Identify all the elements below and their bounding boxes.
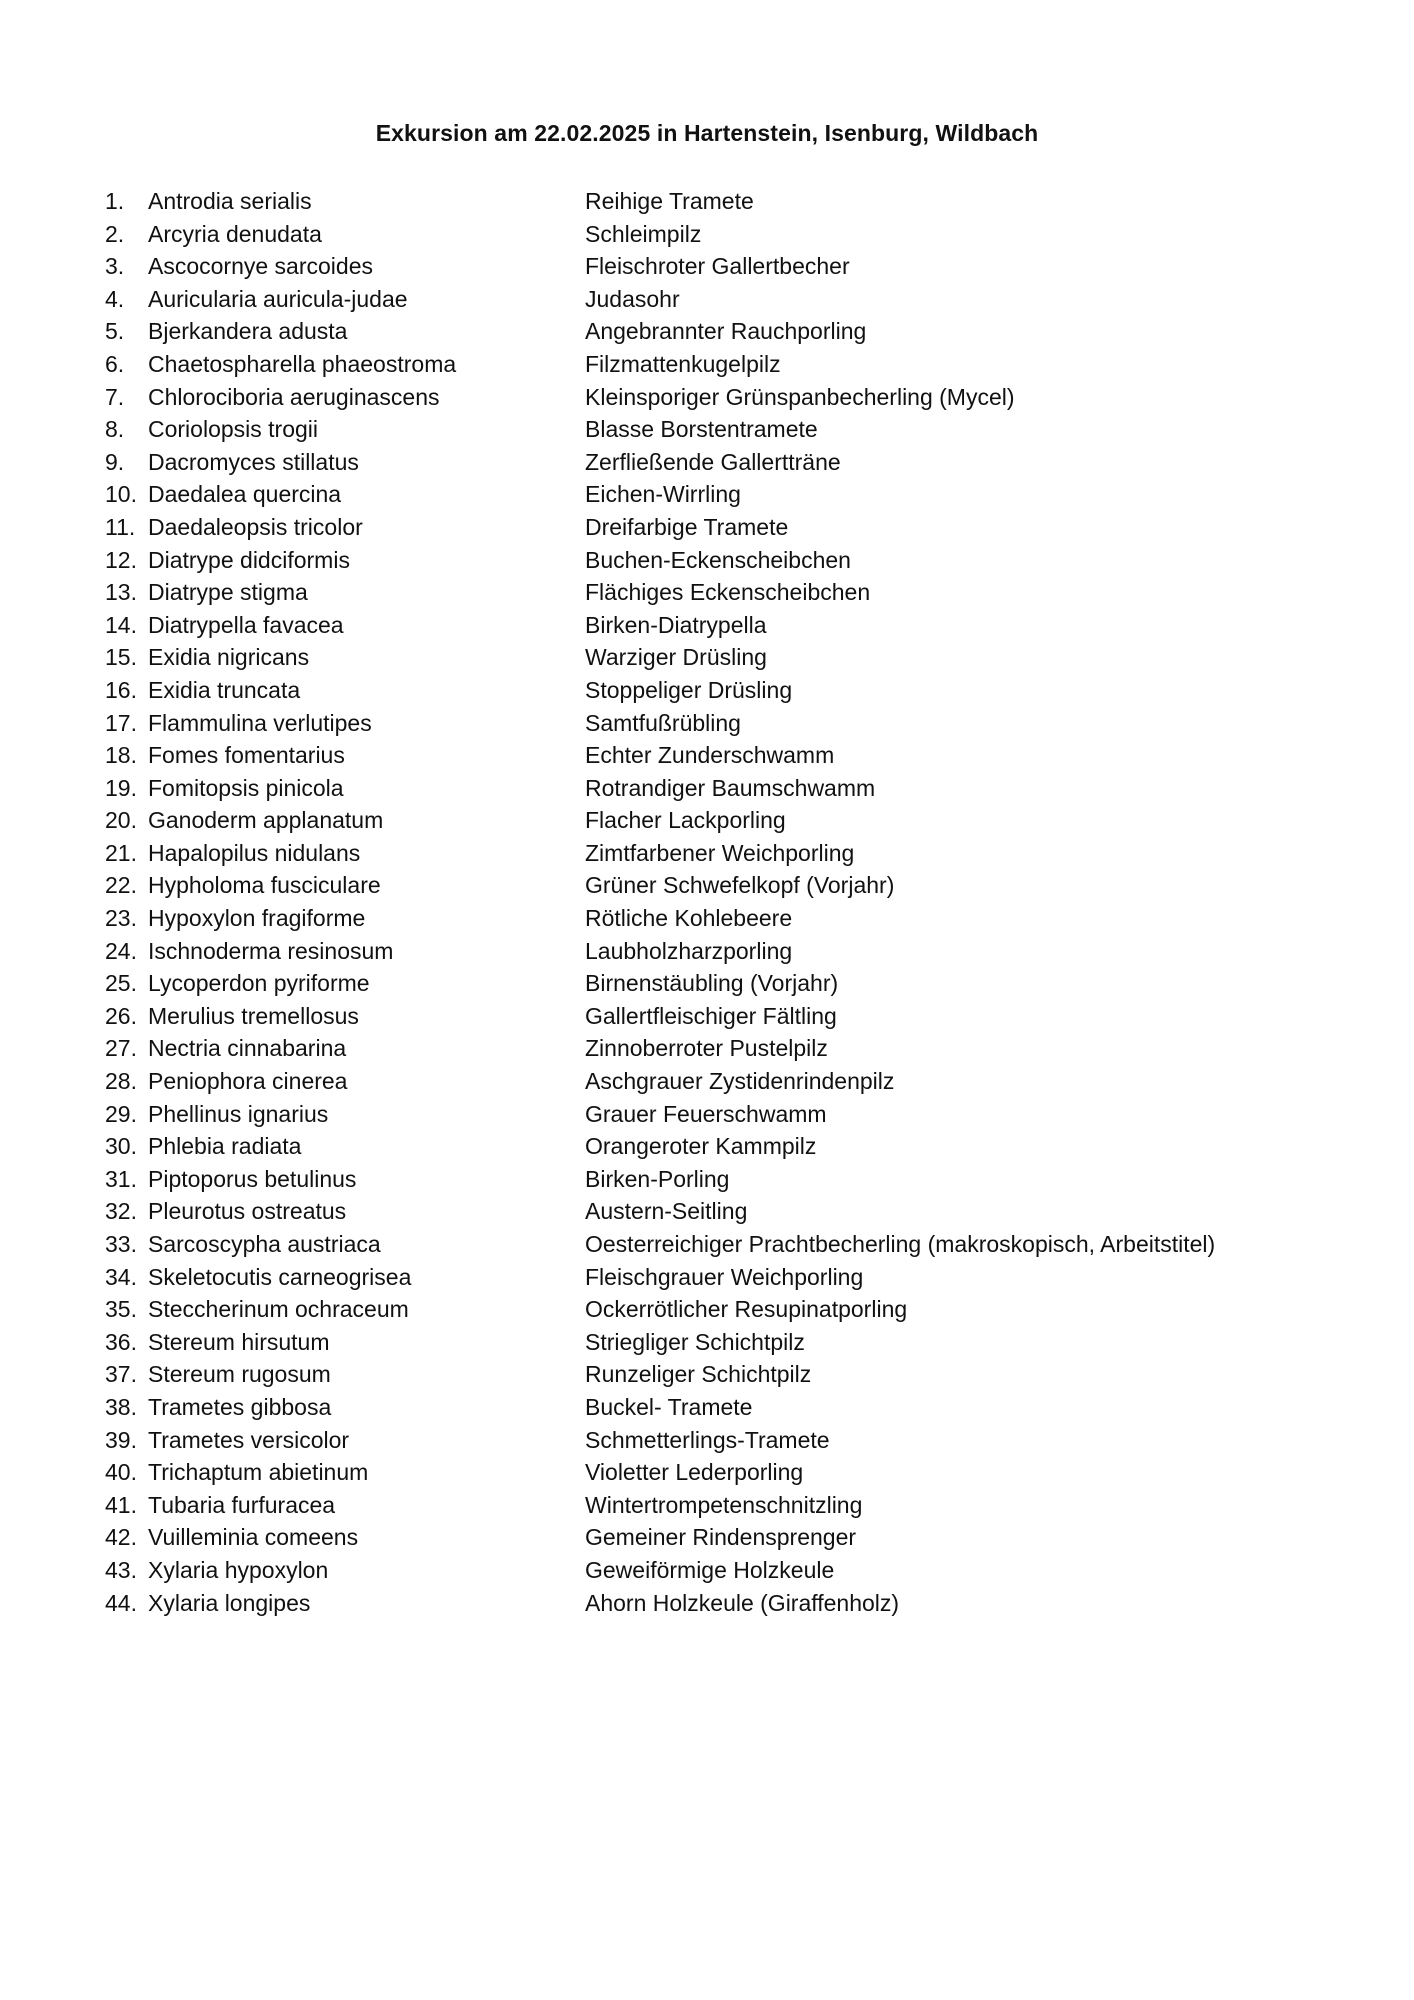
latin-name: Hapalopilus nidulans: [148, 839, 361, 866]
latin-name: Arcyria denudata: [148, 220, 322, 247]
item-number: 10.: [105, 481, 137, 508]
german-name: Angebrannter Rauchporling: [585, 318, 867, 345]
latin-name: Sarcoscypha austriaca: [148, 1231, 381, 1257]
latin-name: Skeletocutis carneogrisea: [148, 1263, 412, 1290]
item-number: 22.: [105, 872, 137, 899]
item-number: 17.: [105, 709, 137, 736]
latin-name: Steccherinum ochraceum: [148, 1296, 409, 1323]
latin-name: Auricularia auricula-judae: [148, 285, 408, 312]
german-name: Birken-Porling: [585, 1165, 730, 1192]
latin-name: Diatrype didciformis: [148, 546, 350, 573]
item-number: 26.: [105, 1002, 137, 1029]
item-number: 34.: [105, 1263, 137, 1290]
latin-name: Pleurotus ostreatus: [148, 1198, 347, 1225]
latin-name: Daedalea quercina: [148, 481, 342, 508]
item-number: 29.: [105, 1100, 137, 1127]
item-number: 38.: [105, 1393, 137, 1420]
german-name: Zerfließende Gallertträne: [585, 448, 841, 475]
german-name: Laubholzharzporling: [585, 937, 793, 964]
latin-name: Exidia truncata: [148, 676, 301, 703]
latin-name: Trametes gibbosa: [148, 1393, 332, 1420]
item-number: 43.: [105, 1556, 137, 1583]
latin-name: Daedaleopsis tricolor: [148, 513, 363, 540]
latin-name: Ascocornye sarcoides: [148, 253, 373, 280]
document-title: Exkursion am 22.02.2025 in Hartenstein, Isenburg, Wildbach: [375, 120, 1039, 146]
item-number: 44.: [105, 1589, 137, 1616]
german-name: Striegliger Schichtpilz: [585, 1328, 805, 1355]
german-name: Flächiges Eckenscheibchen: [585, 579, 871, 606]
item-number: 7.: [105, 383, 125, 410]
latin-name: Stereum rugosum: [148, 1361, 331, 1388]
item-number: 4.: [105, 285, 125, 312]
latin-name: Coriolopsis trogii: [148, 416, 319, 443]
latin-name: Trametes versicolor: [148, 1426, 350, 1453]
item-number: 21.: [105, 839, 137, 866]
german-name: Birken-Diatrypella: [585, 611, 767, 638]
item-number: 16.: [105, 676, 137, 703]
latin-name: Piptoporus betulinus: [148, 1165, 357, 1192]
latin-name: Exidia nigricans: [148, 644, 310, 671]
latin-name: Dacromyces stillatus: [148, 448, 359, 475]
latin-name: Fomitopsis pinicola: [148, 774, 344, 801]
item-number: 42.: [105, 1524, 137, 1551]
german-name: Gemeiner Rindensprenger: [585, 1524, 857, 1551]
item-number: 28.: [105, 1068, 137, 1095]
item-number: 40.: [105, 1459, 137, 1486]
latin-name: Chlorociboria aeruginascens: [148, 383, 440, 410]
latin-name: Stereum hirsutum: [148, 1328, 330, 1355]
item-number: 12.: [105, 546, 137, 573]
german-name: Rotrandiger Baumschwamm: [585, 774, 876, 801]
item-number: 3.: [105, 253, 125, 280]
latin-name: Merulius tremellosus: [148, 1002, 359, 1029]
latin-name: Vuilleminia comeens: [148, 1524, 359, 1551]
item-number: 30.: [105, 1133, 137, 1160]
latin-name: Peniophora cinerea: [148, 1068, 348, 1095]
german-name: Stoppeliger Drüsling: [585, 676, 793, 703]
german-name: Fleischgrauer Weichporling: [585, 1263, 864, 1290]
german-name: Austern-Seitling: [585, 1198, 748, 1225]
item-number: 24.: [105, 937, 137, 964]
latin-name: Diatrypella favacea: [148, 611, 344, 638]
german-name: Violetter Lederporling: [585, 1459, 804, 1486]
german-name: Geweiförmige Holzkeule: [585, 1556, 835, 1583]
german-name: Buchen-Eckenscheibchen: [585, 546, 851, 573]
item-number: 36.: [105, 1328, 137, 1355]
item-number: 32.: [105, 1198, 137, 1225]
german-name: Zinnoberroter Pustelpilz: [585, 1035, 828, 1062]
latin-name: Antrodia serialis: [148, 188, 312, 214]
latin-name: Xylaria hypoxylon: [148, 1556, 329, 1583]
german-name: Grüner Schwefelkopf (Vorjahr): [585, 872, 895, 899]
latin-name: Hypholoma fusciculare: [148, 872, 381, 899]
german-name: Gallertfleischiger Fältling: [585, 1002, 837, 1029]
latin-name: Xylaria longipes: [148, 1589, 311, 1616]
german-name: Warziger Drüsling: [585, 644, 767, 671]
german-name: Grauer Feuerschwamm: [585, 1100, 827, 1127]
item-number: 31.: [105, 1165, 137, 1192]
german-name: Dreifarbige Tramete: [585, 513, 789, 540]
german-name: Filzmattenkugelpilz: [585, 350, 781, 377]
latin-name: Nectria cinnabarina: [148, 1035, 347, 1062]
german-name: Zimtfarbener Weichporling: [585, 839, 855, 866]
german-name: Judasohr: [585, 285, 680, 312]
german-name: Birnenstäubling (Vorjahr): [585, 970, 839, 997]
item-number: 11.: [105, 513, 136, 540]
item-number: 13.: [105, 579, 137, 606]
latin-name: Chaetospharella phaeostroma: [148, 350, 457, 377]
item-number: 35.: [105, 1296, 137, 1323]
latin-name: Flammulina verlutipes: [148, 709, 372, 736]
latin-name: Diatrype stigma: [148, 579, 308, 606]
german-name: Eichen-Wirrling: [585, 481, 741, 508]
german-name: Buckel- Tramete: [585, 1393, 753, 1420]
latin-name: Bjerkandera adusta: [148, 318, 348, 345]
item-number: 6.: [105, 350, 125, 377]
german-name: Rötliche Kohlebeere: [585, 905, 793, 932]
german-name: Echter Zunderschwamm: [585, 742, 835, 769]
german-name: Wintertrompetenschnitzling: [585, 1491, 863, 1518]
item-number: 5.: [105, 318, 125, 345]
latin-name: Phellinus ignarius: [148, 1100, 329, 1127]
item-number: 39.: [105, 1426, 137, 1453]
german-name: Aschgrauer Zystidenrindenpilz: [585, 1068, 895, 1095]
item-number: 2.: [105, 220, 125, 247]
german-name: Ockerrötlicher Resupinatporling: [585, 1296, 908, 1323]
latin-name: Trichaptum abietinum: [148, 1459, 369, 1486]
item-number: 18.: [105, 742, 137, 769]
german-name: Reihige Tramete: [585, 188, 754, 214]
item-number: 27.: [105, 1035, 137, 1062]
latin-name: Ischnoderma resinosum: [148, 937, 394, 964]
german-name: Kleinsporiger Grünspanbecherling (Mycel): [585, 383, 1015, 410]
german-name: Schmetterlings-Tramete: [585, 1426, 830, 1453]
german-name: Samtfußrübling: [585, 709, 741, 736]
latin-name: Fomes fomentarius: [148, 742, 345, 769]
german-name: Runzeliger Schichtpilz: [585, 1361, 812, 1388]
german-name: Fleischroter Gallertbecher: [585, 253, 850, 280]
item-number: 37.: [105, 1361, 137, 1388]
item-number: 19.: [105, 774, 137, 801]
german-name: Schleimpilz: [585, 220, 702, 247]
item-number: 20.: [105, 807, 137, 834]
latin-name: Lycoperdon pyriforme: [148, 970, 370, 997]
german-name: Blasse Borstentramete: [585, 416, 818, 443]
german-name: Flacher Lackporling: [585, 807, 786, 834]
latin-name: Tubaria furfuracea: [148, 1491, 336, 1518]
item-number: 33.: [105, 1231, 137, 1257]
item-number: 23.: [105, 905, 137, 932]
item-number: 8.: [105, 416, 125, 443]
latin-name: Phlebia radiata: [148, 1133, 302, 1160]
latin-name: Hypoxylon fragiforme: [148, 905, 366, 932]
item-number: 1.: [105, 188, 125, 214]
item-number: 25.: [105, 970, 137, 997]
item-number: 9.: [105, 448, 125, 475]
german-name: Oesterreichiger Prachtbecherling (makroskopisch, Arbeitstitel): [585, 1231, 1216, 1257]
latin-name: Ganoderm applanatum: [148, 807, 384, 834]
item-number: 15.: [105, 644, 137, 671]
item-number: 41.: [105, 1491, 137, 1518]
german-name: Ahorn Holzkeule (Giraffenholz): [585, 1589, 900, 1616]
german-name: Orangeroter Kammpilz: [585, 1133, 817, 1160]
item-number: 14.: [105, 611, 137, 638]
